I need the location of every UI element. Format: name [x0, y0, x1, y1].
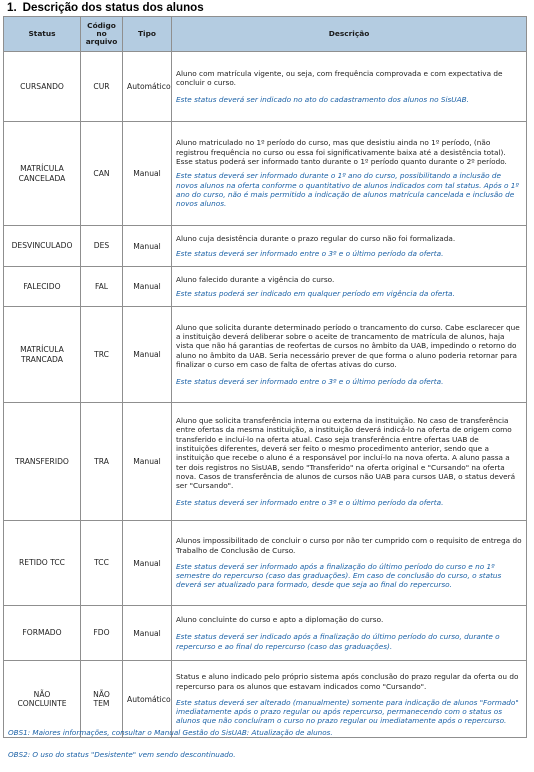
type-cell: Manual [123, 521, 172, 606]
status-cell: TRANSFERIDO [4, 403, 81, 521]
table-row [4, 307, 527, 403]
description-cell [172, 521, 527, 606]
description-cell [172, 52, 527, 122]
description-note: Este status deverá ser indicado após a finalização do último período do curso, durante o repercurso e ao final do repercurso (caso das graduações). [176, 632, 500, 651]
code-cell: NÃO TEM [81, 661, 123, 738]
status-cell: RETIDO TCC [4, 521, 81, 606]
description-cell [172, 403, 527, 521]
status-table [3, 16, 527, 738]
description-cell [172, 307, 527, 403]
code-cell: FDO [81, 606, 123, 661]
type-cell: Manual [123, 307, 172, 403]
description-text: Status e aluno indicado pelo próprio sistema após conclusão do prazo regular da oferta ou do repercurso para os alunos que estavam indicados como "Cursando". [176, 672, 519, 691]
description-note: Este status deverá ser indicado no ato do cadastramento dos alunos no SisUAB. [176, 95, 469, 105]
description-note: Este status deverá ser informado entre o 3º e o último período da oferta. [176, 377, 444, 387]
type-cell: Manual [123, 606, 172, 661]
description-cell [172, 661, 527, 738]
header-codigo: Código no arquivo [81, 17, 123, 52]
code-cell: CUR [81, 52, 123, 122]
description-note: Este status deverá ser informado após a finalização do último período do curso e no 1º semestre do repercurso (caso das graduações). Em caso de conclusão do curso, o status deverá ser atualizado para formado, desde que seja ao final do repercurso. [176, 561, 502, 590]
description-cell [172, 226, 527, 267]
type-cell: Automático [123, 661, 172, 738]
table-row [4, 52, 527, 122]
table-header-row [4, 17, 527, 52]
table-row [4, 606, 527, 661]
status-cell: NÃO CONCLUINTE [4, 661, 81, 738]
table-row [4, 122, 527, 226]
description-text: Aluno que solicita durante determinado período o trancamento do curso. Cabe esclarecer que a instituição deverá deliberar sobre o aceite de trancamento de matrícula de alunos, haja vista que não há garantias de reofertas de cursos no âmbito da UAB, impedindo o retorno do aluno no âmbito da UAB. Seria necessário prever de que forma o aluno poderia retornar para finalizar o curso em caso de falta de ofertas ativas do curso. [176, 322, 520, 369]
description-cell [172, 122, 527, 226]
description-text: Aluno cuja desistência durante o prazo regular do curso não foi formalizada. [176, 234, 456, 244]
table-row [4, 403, 527, 521]
code-cell: DES [81, 226, 123, 267]
obs-note: OBS1: Maiores informações, consultar o Manual Gestão do SisUAB: Atualização de alunos. [8, 728, 333, 737]
status-cell: MATRÍCULA CANCELADA [4, 122, 81, 226]
type-cell: Manual [123, 403, 172, 521]
table-row [4, 267, 527, 307]
section-title-text: Descrição dos status dos alunos [22, 1, 204, 14]
table-row [4, 521, 527, 606]
description-text: Aluno matriculado no 1º período do curso, mas que desistiu ainda no 1º período, (não registrou frequência no curso ou essa foi significativamente baixa até a desistência total). Esse status poderá ser informado tanto durante o 1º período quanto durante o 2º período. [176, 138, 507, 167]
observations [8, 728, 528, 772]
description-note: Este status deverá ser informado entre o 3º e o último período da oferta. [176, 248, 444, 258]
description-text: Alunos impossibilitado de concluir o curso por não ter cumprido com o requisito de entrega do Trabalho de Conclusão de Curso. [176, 536, 522, 555]
section-number: 1. [7, 1, 17, 14]
type-cell: Manual [123, 226, 172, 267]
description-cell [172, 267, 527, 307]
code-cell: TRC [81, 307, 123, 403]
code-cell: FAL [81, 267, 123, 307]
header-status: Status [4, 17, 81, 52]
description-note: Este status poderá ser indicado em qualquer período em vigência da oferta. [176, 289, 455, 298]
description-cell [172, 606, 527, 661]
status-cell: FORMADO [4, 606, 81, 661]
description-text: Aluno concluinte do curso e apto a diplomação do curso. [176, 615, 384, 625]
code-cell: TCC [81, 521, 123, 606]
code-cell: TRA [81, 403, 123, 521]
description-text: Aluno com matrícula vigente, ou seja, com frequência comprovada e com expectativa de concluir o curso. [176, 68, 503, 87]
section-title [7, 1, 204, 14]
table-row [4, 661, 527, 738]
code-cell: CAN [81, 122, 123, 226]
obs-note: OBS2: O uso do status "Desistente" vem sendo descontinuado. [8, 750, 236, 759]
status-cell: FALECIDO [4, 267, 81, 307]
type-cell: Automático [123, 52, 172, 122]
description-note: Este status deverá ser informado durante o 1º ano do curso, possibilitando a inclusão de novos alunos na oferta conforme o quantitativo de alunos indicados com tal status. Após o 1º ano do curso, não é mais permitido a indicação de alunos matrícula cancelada e inclusão de novos alunos. [176, 171, 519, 209]
description-note: Este status deverá ser alterado (manualmente) somente para indicação de alunos "Formado" imediatamente após o prazo regular ou após repercurso, permanecendo com o status os alunos que não concluíram o curso no prazo regular ou imediatamente após o repercurso. [176, 697, 519, 726]
type-cell: Manual [123, 267, 172, 307]
header-tipo: Tipo [123, 17, 172, 52]
header-descricao: Descrição [172, 17, 527, 52]
description-note: Este status deverá ser informado entre o 3º e o último período da oferta. [176, 497, 444, 507]
type-cell: Manual [123, 122, 172, 226]
status-cell: CURSANDO [4, 52, 81, 122]
table-row [4, 226, 527, 267]
description-text: Aluno falecido durante a vigência do curso. [176, 274, 335, 284]
status-cell: MATRÍCULA TRANCADA [4, 307, 81, 403]
description-text: Aluno que solicita transferência interna ou externa da instituição. No caso de transferência entre ofertas da mesma instituição, a instituição deverá indicá-lo na oferta de origem como transferido e incluí-lo na oferta atual. Caso seja transferência entre ofertas UAB de instituições diferentes, deverá ser feito o mesmo procedimento anterior, sendo que a instituição que recebe o aluno é a responsável por incluí-lo na nova oferta. A aluno passa a ter dois registros no SisUAB, sendo "Transferido" na oferta original e "Cursando" na oferta nova. Casos de transferência de alunos de cursos não UAB para cursos UAB, o status deverá ser "Cursando". [176, 416, 516, 491]
status-cell: DESVINCULADO [4, 226, 81, 267]
